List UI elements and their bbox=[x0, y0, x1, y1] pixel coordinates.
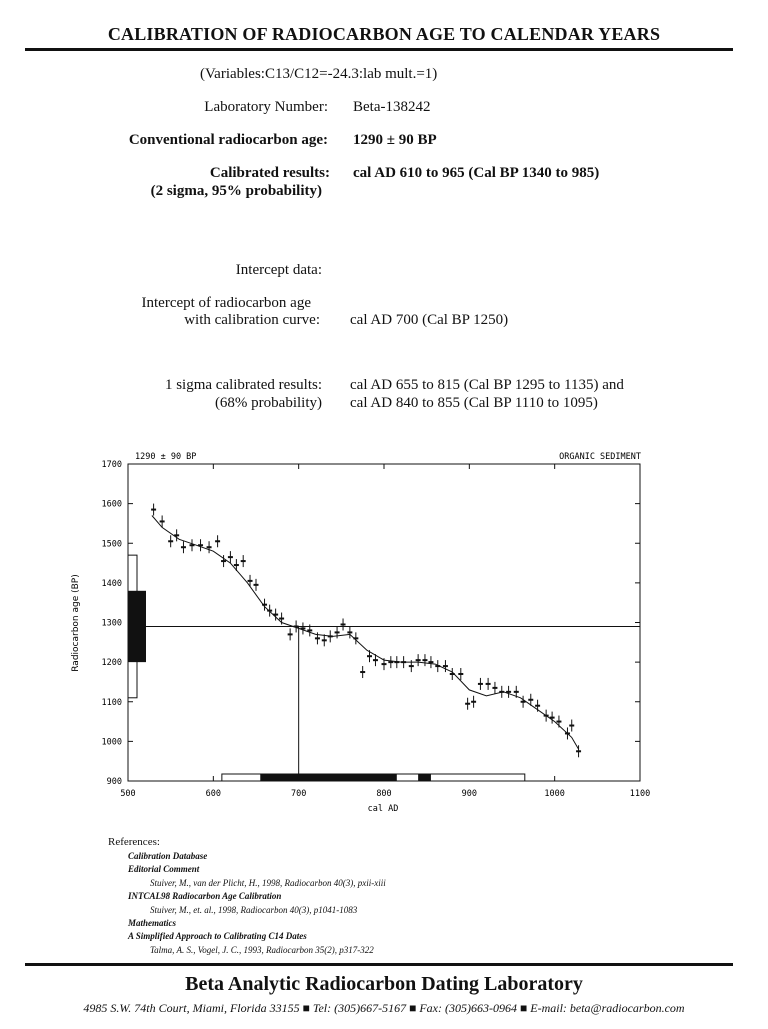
sigma1-sublabel: (68% probability) bbox=[214, 395, 322, 411]
calibration-chart bbox=[0, 440, 768, 825]
reference-title: Editorial Comment bbox=[128, 864, 200, 875]
data-point bbox=[450, 668, 455, 680]
calibrated-label: Calibrated results: bbox=[209, 165, 330, 181]
sigma1-value-line2: cal AD 840 to 855 (Cal BP 1110 to 1095) bbox=[350, 395, 598, 411]
cal-1sigma-band bbox=[260, 774, 397, 781]
y-tick-label: 900 bbox=[106, 777, 122, 787]
calibration-curve bbox=[152, 516, 579, 750]
data-point bbox=[478, 678, 483, 690]
data-point bbox=[190, 539, 195, 551]
contact-info: 4985 S.W. 74th Court, Miami, Florida 33155 ■ Tel: (305)667-5167 ■ Fax: (305)663-0964 ■ E-mail: beta@radiocarbon.com bbox=[83, 1001, 685, 1015]
data-point bbox=[428, 656, 433, 668]
top-rule bbox=[25, 48, 733, 51]
x-tick-label: 1100 bbox=[629, 789, 651, 799]
x-tick-label: 900 bbox=[461, 789, 478, 799]
data-point bbox=[416, 654, 421, 666]
intercept-sublabel: with calibration curve: bbox=[184, 312, 320, 328]
reference-title: A Simplified Approach to Calibrating C14 Dates bbox=[128, 931, 307, 942]
calibrated-value: cal AD 610 to 965 (Cal BP 1340 to 985) bbox=[353, 165, 600, 181]
data-point bbox=[401, 656, 406, 668]
intercept-data-label: Intercept data: bbox=[235, 262, 322, 278]
sigma1-value-line1: cal AD 655 to 815 (Cal BP 1295 to 1135) and bbox=[350, 377, 624, 393]
data-point bbox=[486, 678, 491, 690]
data-point bbox=[550, 712, 555, 724]
data-point bbox=[241, 555, 246, 567]
cal-1sigma-band bbox=[418, 774, 431, 781]
data-point bbox=[565, 727, 570, 739]
data-point bbox=[394, 656, 399, 668]
data-point bbox=[458, 668, 463, 680]
data-point bbox=[294, 620, 299, 632]
x-axis-label: cal AD bbox=[367, 804, 399, 814]
data-point bbox=[506, 686, 511, 698]
data-point bbox=[521, 696, 526, 708]
sigma1-label: 1 sigma calibrated results: bbox=[164, 377, 322, 393]
y-tick-label: 1000 bbox=[101, 737, 122, 748]
y-tick-label: 1200 bbox=[101, 658, 122, 669]
references-heading: References: bbox=[108, 836, 160, 848]
plot-frame bbox=[128, 464, 640, 781]
references-list bbox=[128, 850, 386, 957]
data-point bbox=[471, 696, 476, 708]
lab-number-value: Beta-138242 bbox=[353, 99, 431, 115]
reference-citation: Stuiver, M., van der Plicht, H., 1998, Radiocarbon 40(3), pxii-xiii bbox=[150, 877, 386, 888]
sigma1-bp-band bbox=[128, 591, 146, 662]
chart-title-left: 1290 ± 90 BP bbox=[135, 452, 197, 462]
conventional-age-label: Conventional radiocarbon age: bbox=[128, 132, 328, 148]
y-tick-label: 1400 bbox=[101, 578, 122, 589]
data-point bbox=[544, 710, 549, 722]
reference-title: INTCAL98 Radiocarbon Age Calibration bbox=[128, 891, 282, 902]
data-point bbox=[181, 541, 186, 553]
x-tick-label: 1000 bbox=[544, 789, 565, 799]
intercept-value: cal AD 700 (Cal BP 1250) bbox=[350, 312, 509, 328]
y-tick-label: 1500 bbox=[101, 539, 122, 550]
data-point bbox=[248, 575, 253, 587]
page-title: CALIBRATION OF RADIOCARBON AGE TO CALENDAR YEARS bbox=[107, 24, 661, 44]
data-point bbox=[388, 656, 393, 668]
y-axis bbox=[102, 460, 640, 787]
variables-text: (Variables:C13/C12=-24.3:lab mult.=1) bbox=[200, 66, 438, 82]
data-point bbox=[443, 660, 448, 672]
data-point bbox=[367, 650, 372, 662]
data-point bbox=[499, 686, 504, 698]
x-tick-label: 600 bbox=[205, 789, 222, 799]
bottom-rule bbox=[25, 963, 733, 966]
data-point bbox=[328, 630, 333, 642]
x-tick-label: 700 bbox=[290, 789, 307, 799]
x-tick-label: 500 bbox=[120, 789, 136, 799]
reference-title: Calibration Database bbox=[128, 851, 208, 861]
conventional-age-value: 1290 ± 90 BP bbox=[353, 132, 437, 148]
chart-title-right: ORGANIC SEDIMENT bbox=[559, 452, 641, 462]
data-point bbox=[168, 535, 173, 547]
data-point bbox=[569, 720, 574, 732]
data-point bbox=[288, 628, 293, 640]
data-point bbox=[207, 541, 212, 553]
data-point bbox=[435, 660, 440, 672]
data-point bbox=[360, 666, 365, 678]
data-point bbox=[341, 618, 346, 630]
data-point bbox=[465, 698, 470, 710]
data-point bbox=[215, 535, 220, 547]
x-tick-label: 800 bbox=[376, 789, 392, 799]
reference-title: Mathematics bbox=[128, 918, 177, 929]
y-tick-label: 1600 bbox=[101, 499, 122, 510]
data-point bbox=[254, 579, 259, 591]
data-point bbox=[234, 559, 239, 571]
data-point bbox=[556, 716, 561, 728]
data-point bbox=[198, 539, 203, 551]
data-point bbox=[492, 682, 497, 694]
reference-citation: Talma, A. S., Vogel, J. C., 1993, Radiocarbon 35(2), p317-322 bbox=[150, 944, 374, 955]
data-point bbox=[151, 504, 156, 516]
reference-citation: Stuiver, M., et. al., 1998, Radiocarbon 40(3), p1041-1083 bbox=[150, 904, 358, 915]
data-point bbox=[422, 654, 427, 666]
lab-number-label: Laboratory Number: bbox=[204, 99, 328, 115]
data-point bbox=[300, 622, 305, 634]
intercept-label: Intercept of radiocarbon age bbox=[141, 295, 311, 311]
y-tick-label: 1100 bbox=[101, 697, 122, 708]
x-axis bbox=[120, 464, 650, 799]
data-point bbox=[535, 700, 540, 712]
data-point bbox=[267, 605, 272, 617]
data-point bbox=[174, 529, 179, 541]
y-axis-label: Radiocarbon age (BP) bbox=[71, 574, 81, 672]
data-point bbox=[353, 632, 358, 644]
calibrated-sublabel: (2 sigma, 95% probability) bbox=[150, 183, 322, 199]
y-tick-label: 1700 bbox=[101, 460, 122, 470]
data-point bbox=[322, 634, 327, 646]
lab-name: Beta Analytic Radiocarbon Dating Laboratory bbox=[185, 973, 583, 995]
y-tick-label: 1300 bbox=[101, 618, 122, 629]
